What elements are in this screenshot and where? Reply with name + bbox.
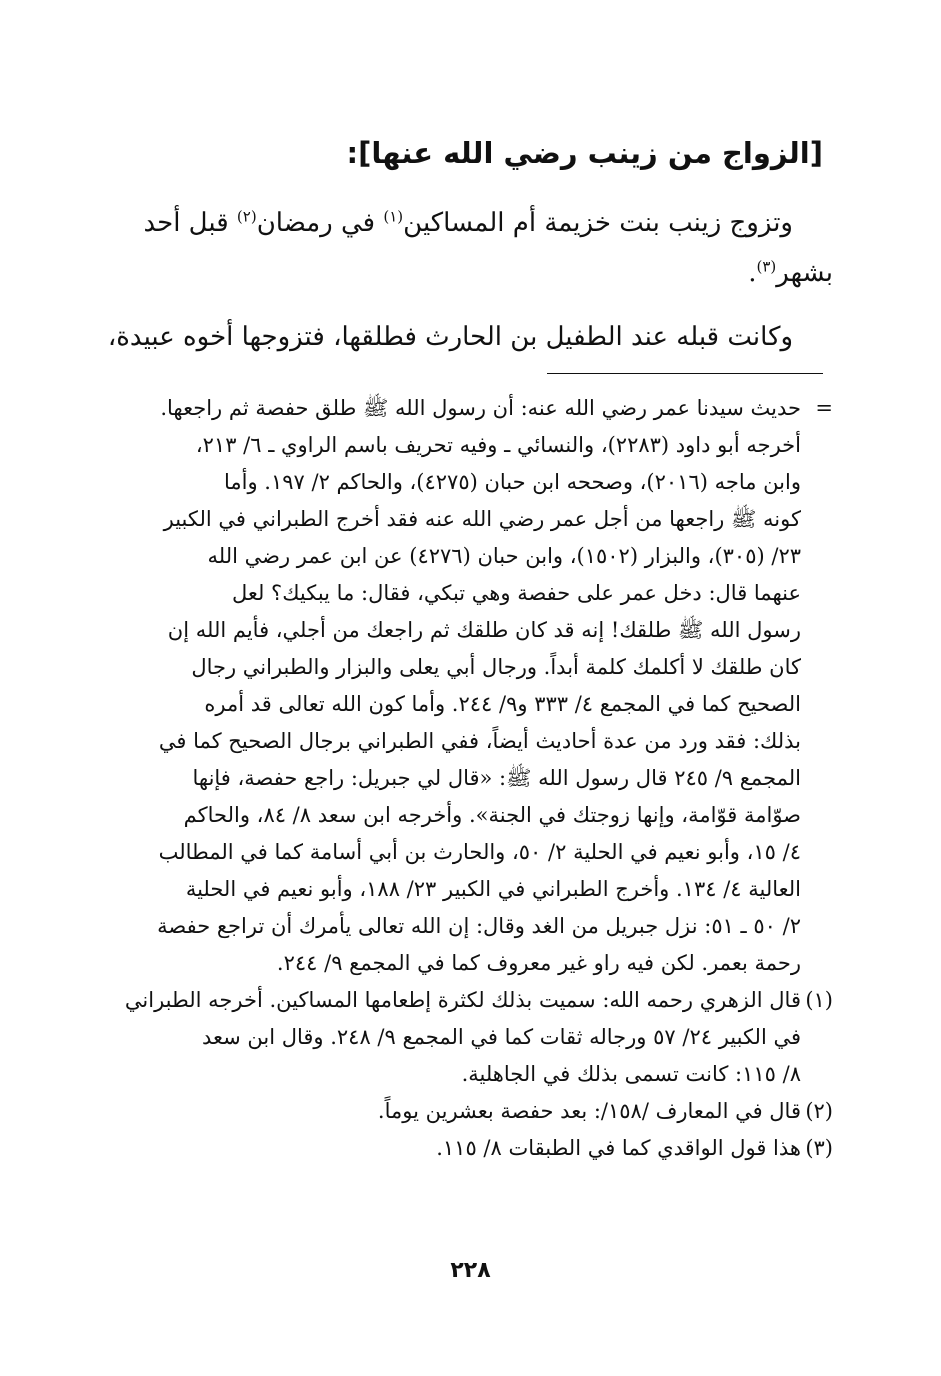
footnote-line: المجمع ٩/ ٢٤٥ قال رسول الله ﷺ: «قال لي جبريل: راجع حفصة، فإنها [192,766,801,790]
page-number: ٢٢٨ [450,1258,491,1283]
footnote-line: وابن ماجه (٢٠١٦)، وصححه ابن حبان (٤٢٧٥)، والحاكم ٢/ ١٩٧. وأما [223,470,801,494]
footnote-ref[interactable]: (٣) [756,257,777,276]
footnote-2 [103,1093,833,1130]
footnote-line: عنهما قال: دخل عمر على حفصة وهي تبكي، فقال: ما يبكيك؟ لعل [231,581,801,605]
paragraph-text: في رمضان [256,208,384,238]
footnotes [103,390,833,1167]
footnote-line: رسول الله ﷺ طلقك! إنه قد كان طلقك ثم راجعك من أجلي، فأيم الله إن [167,618,801,642]
footnote-line: ٢٣/ (٣٠٥)، والبزار (١٥٠٢)، وابن حبان (٤٢٧٦) عن ابن عمر رضي الله [207,544,801,568]
paragraph-line: وكانت قبله عند الطفيل بن الحارث فطلقها، فتزوجها أخوه عبيدة، [107,322,793,352]
footnote-line: أخرجه أبو داود (٢٢٨٣)، والنسائي ـ وفيه تحريف باسم الراوي ـ ٦/ ٢١٣، [195,433,801,457]
footnote-body [103,1093,801,1130]
footnote-line: حديث سيدنا عمر رضي الله عنه: أن رسول الله ﷺ طلق حفصة ثم راجعها. [160,396,801,420]
main-paragraph-1 [103,198,833,298]
footnote-line: الصحيح كما في المجمع ٤/ ٣٣٣ و٩/ ٢٤٤. وأما كون الله تعالى قد أمره [204,692,801,716]
footnote-line: قال الزهري رحمه الله: سميت بذلك لكثرة إطعامها المساكين. أخرجه الطبراني [124,988,801,1012]
footnote-line: كونه ﷺ راجعها من أجل عمر رضي الله عنه فقد أخرج الطبراني في الكبير [163,507,801,531]
footnote-line: كان طلقك لا أكلمك كلمة أبداً. ورجال أبي يعلى والبزار والطبراني رجال [191,655,801,679]
paragraph-text: بشهر [776,258,833,288]
paragraph-line [103,248,833,298]
footnote-marker: (٣) [805,1136,833,1160]
footnote-line: قال في المعارف /١٥٨/: بعد حفصة بعشرين يوماً. [377,1099,801,1123]
footnote-marker: (١) [805,988,833,1012]
footnote-1 [103,982,833,1093]
footnote-line: صوّامة قوّامة، وإنها زوجتك في الجنة». وأخرجه ابن سعد ٨/ ٨٤، والحاكم [183,803,801,827]
footnote-line: ٤/ ١٥، وأبو نعيم في الحلية ٢/ ٥٠، والحارث بن أبي أسامة كما في المطالب [158,840,801,864]
footnote-line: رحمة بعمر. لكن فيه راو غير معروف كما في المجمع ٩/ ٢٤٤. [276,951,801,975]
footnote-line: ٨/ ١١٥: كانت تسمى بذلك في الجاهلية. [461,1062,801,1086]
paragraph-text: وتزوج زينب بنت خزيمة أم المساكين [403,208,793,238]
footnote-line: هذا قول الواقدي كما في الطبقات ٨/ ١١٥. [436,1136,801,1160]
footnote-line: بذلك: فقد ورد من عدة أحاديث أيضاً، ففي الطبراني برجال الصحيح كما في [158,729,801,753]
section-heading: [الزواج من زينب رضي الله عنها]: [346,136,823,170]
main-paragraph-2 [103,312,833,362]
footnote-marker: = [815,396,833,420]
footnote-3 [103,1130,833,1167]
footnote-body [103,390,801,982]
footnote-body [103,982,801,1093]
paragraph-text: . [748,258,757,288]
paragraph-line [103,198,833,248]
footnote-ref[interactable]: (١) [383,207,404,226]
paragraph-text: قبل أحد [143,208,237,238]
footnote-line: العالية ٤/ ١٣٤. وأخرج الطبراني في الكبير ٢٣/ ١٨٨، وأبو نعيم في الحلية [185,877,801,901]
footnote-body [103,1130,801,1167]
footnote-ref[interactable]: (٢) [236,207,257,226]
footnote-continued [103,390,833,982]
footnote-line: في الكبير ٢٤/ ٥٧ ورجاله ثقات كما في المجمع ٩/ ٢٤٨. وقال ابن سعد [201,1025,801,1049]
footnote-line: ٢/ ٥٠ ـ ٥١: نزل جبريل من الغد وقال: إن الله تعالى يأمرك أن تراجع حفصة [157,914,801,938]
footnote-separator [547,373,823,374]
footnote-marker: (٢) [805,1099,833,1123]
